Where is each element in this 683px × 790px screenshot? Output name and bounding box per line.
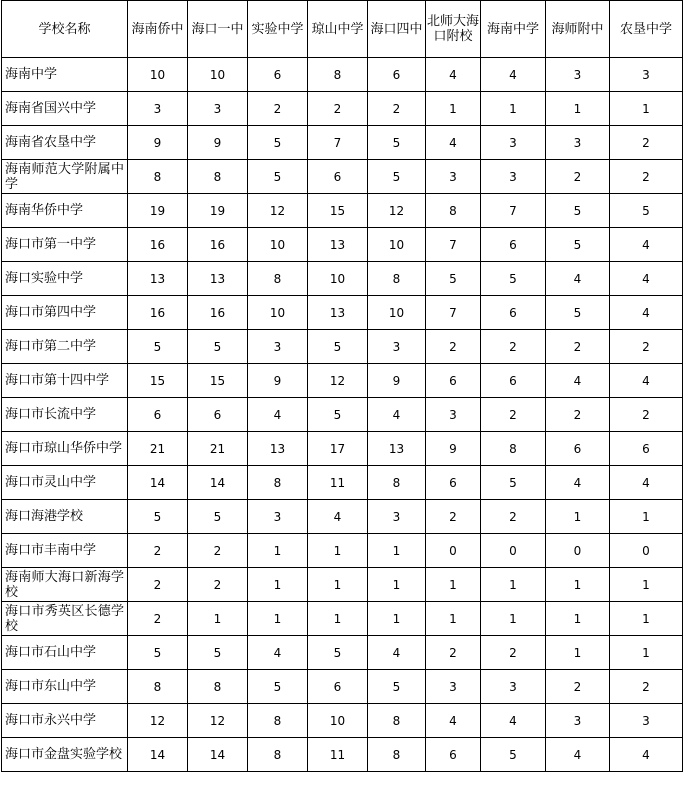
table-row [2, 466, 683, 500]
quota-cell: 17 [308, 432, 368, 466]
quota-cell: 6 [610, 432, 683, 466]
quota-cell: 3 [426, 160, 481, 194]
quota-cell: 11 [308, 738, 368, 772]
quota-cell: 1 [481, 568, 546, 602]
quota-cell: 0 [610, 534, 683, 568]
quota-cell: 1 [546, 568, 610, 602]
quota-cell: 2 [610, 670, 683, 704]
quota-cell: 4 [368, 636, 426, 670]
school-name-cell: 海口市东山中学 [2, 670, 128, 704]
table-row [2, 500, 683, 534]
quota-cell: 4 [368, 398, 426, 432]
table-row [2, 330, 683, 364]
quota-cell: 2 [188, 534, 248, 568]
quota-cell: 10 [308, 704, 368, 738]
column-header: 海师附中 [546, 1, 610, 58]
quota-cell: 0 [481, 534, 546, 568]
quota-cell: 2 [610, 330, 683, 364]
quota-cell: 3 [481, 670, 546, 704]
quota-cell: 8 [481, 432, 546, 466]
quota-cell: 8 [188, 160, 248, 194]
quota-cell: 4 [610, 262, 683, 296]
table-row [2, 296, 683, 330]
quota-cell: 5 [248, 126, 308, 160]
school-name-cell: 海口市金盘实验学校 [2, 738, 128, 772]
quota-cell: 5 [368, 160, 426, 194]
quota-cell: 2 [546, 398, 610, 432]
column-header: 海口四中 [368, 1, 426, 58]
quota-cell: 5 [426, 262, 481, 296]
quota-cell: 4 [481, 704, 546, 738]
table-row [2, 364, 683, 398]
table-row [2, 432, 683, 466]
quota-cell: 2 [610, 126, 683, 160]
quota-cell: 3 [546, 126, 610, 160]
quota-cell: 1 [248, 568, 308, 602]
quota-cell: 3 [426, 398, 481, 432]
quota-cell: 6 [481, 296, 546, 330]
quota-cell: 13 [248, 432, 308, 466]
quota-cell: 2 [188, 568, 248, 602]
quota-cell: 6 [426, 466, 481, 500]
table-row [2, 228, 683, 262]
quota-cell: 1 [546, 602, 610, 636]
school-name-cell: 海口市石山中学 [2, 636, 128, 670]
quota-cell: 1 [610, 500, 683, 534]
quota-cell: 19 [188, 194, 248, 228]
table-row [2, 126, 683, 160]
quota-cell: 3 [610, 704, 683, 738]
quota-cell: 15 [308, 194, 368, 228]
quota-cell: 13 [308, 296, 368, 330]
school-name-cell: 海口市永兴中学 [2, 704, 128, 738]
quota-cell: 21 [128, 432, 188, 466]
quota-cell: 1 [368, 602, 426, 636]
quota-cell: 14 [128, 738, 188, 772]
table-row [2, 670, 683, 704]
quota-cell: 5 [308, 330, 368, 364]
quota-cell: 5 [248, 670, 308, 704]
quota-cell: 10 [248, 228, 308, 262]
quota-cell: 2 [481, 330, 546, 364]
column-header: 北师大海口附校 [426, 1, 481, 58]
quota-cell: 8 [368, 262, 426, 296]
quota-cell: 1 [610, 568, 683, 602]
quota-cell: 15 [188, 364, 248, 398]
quota-cell: 3 [128, 92, 188, 126]
quota-cell: 2 [610, 398, 683, 432]
quota-cell: 6 [308, 160, 368, 194]
quota-cell: 6 [308, 670, 368, 704]
quota-cell: 2 [426, 330, 481, 364]
quota-cell: 3 [248, 500, 308, 534]
quota-cell: 6 [128, 398, 188, 432]
school-name-cell: 海南省国兴中学 [2, 92, 128, 126]
quota-cell: 8 [248, 704, 308, 738]
quota-cell: 0 [426, 534, 481, 568]
quota-cell: 5 [248, 160, 308, 194]
table-row [2, 92, 683, 126]
quota-cell: 5 [188, 500, 248, 534]
quota-cell: 6 [248, 58, 308, 92]
quota-cell: 6 [426, 738, 481, 772]
quota-cell: 4 [426, 704, 481, 738]
quota-cell: 8 [128, 160, 188, 194]
quota-cell: 4 [248, 398, 308, 432]
quota-cell: 3 [481, 160, 546, 194]
column-header: 海口一中 [188, 1, 248, 58]
quota-cell: 4 [546, 262, 610, 296]
quota-cell: 4 [546, 364, 610, 398]
quota-cell: 14 [188, 466, 248, 500]
table-row [2, 194, 683, 228]
quota-cell: 5 [546, 228, 610, 262]
quota-cell: 5 [188, 636, 248, 670]
quota-cell: 13 [368, 432, 426, 466]
quota-cell: 16 [128, 228, 188, 262]
quota-cell: 8 [368, 704, 426, 738]
quota-cell: 9 [368, 364, 426, 398]
quota-cell: 16 [188, 228, 248, 262]
table-row [2, 262, 683, 296]
quota-cell: 4 [610, 738, 683, 772]
quota-cell: 1 [426, 568, 481, 602]
quota-cell: 10 [308, 262, 368, 296]
quota-cell: 2 [128, 534, 188, 568]
quota-cell: 2 [546, 670, 610, 704]
quota-cell: 1 [188, 602, 248, 636]
quota-cell: 5 [481, 738, 546, 772]
quota-cell: 1 [546, 92, 610, 126]
quota-cell: 1 [368, 568, 426, 602]
quota-cell: 2 [546, 160, 610, 194]
quota-cell: 4 [610, 466, 683, 500]
quota-cell: 16 [188, 296, 248, 330]
school-name-cell: 海口市丰南中学 [2, 534, 128, 568]
column-header: 琼山中学 [308, 1, 368, 58]
column-header: 实验中学 [248, 1, 308, 58]
quota-cell: 14 [188, 738, 248, 772]
quota-cell: 8 [188, 670, 248, 704]
quota-cell: 5 [368, 126, 426, 160]
quota-cell: 1 [426, 602, 481, 636]
school-name-cell: 海南师大海口新海学校 [2, 568, 128, 602]
quota-cell: 19 [128, 194, 188, 228]
quota-cell: 7 [426, 228, 481, 262]
quota-cell: 2 [481, 500, 546, 534]
quota-cell: 1 [248, 534, 308, 568]
quota-cell: 7 [308, 126, 368, 160]
quota-cell: 5 [546, 296, 610, 330]
quota-cell: 1 [481, 92, 546, 126]
quota-cell: 6 [481, 228, 546, 262]
quota-cell: 2 [128, 602, 188, 636]
school-name-cell: 海口市第一中学 [2, 228, 128, 262]
table-row [2, 568, 683, 602]
table-body [2, 58, 683, 772]
quota-cell: 2 [426, 636, 481, 670]
school-name-cell: 海口市第二中学 [2, 330, 128, 364]
quota-cell: 8 [248, 262, 308, 296]
school-name-cell: 海南中学 [2, 58, 128, 92]
quota-cell: 10 [368, 296, 426, 330]
quota-cell: 3 [481, 126, 546, 160]
quota-cell: 3 [368, 330, 426, 364]
quota-cell: 8 [128, 670, 188, 704]
quota-cell: 13 [128, 262, 188, 296]
quota-cell: 4 [610, 364, 683, 398]
quota-cell: 2 [128, 568, 188, 602]
quota-cell: 9 [426, 432, 481, 466]
quota-cell: 1 [308, 602, 368, 636]
quota-cell: 6 [188, 398, 248, 432]
quota-cell: 2 [481, 398, 546, 432]
quota-cell: 12 [308, 364, 368, 398]
quota-cell: 3 [368, 500, 426, 534]
header-school-name: 学校名称 [2, 1, 128, 58]
quota-cell: 5 [610, 194, 683, 228]
school-name-cell: 海口市第十四中学 [2, 364, 128, 398]
school-name-cell: 海口海港学校 [2, 500, 128, 534]
quota-cell: 4 [610, 228, 683, 262]
quota-cell: 4 [308, 500, 368, 534]
column-header: 海南侨中 [128, 1, 188, 58]
quota-cell: 3 [546, 58, 610, 92]
quota-cell: 13 [188, 262, 248, 296]
header-row [2, 1, 683, 58]
quota-cell: 5 [481, 262, 546, 296]
school-name-cell: 海口市秀英区长德学校 [2, 602, 128, 636]
quota-cell: 12 [128, 704, 188, 738]
table-row [2, 704, 683, 738]
quota-cell: 10 [128, 58, 188, 92]
quota-cell: 3 [546, 704, 610, 738]
quota-cell: 5 [128, 636, 188, 670]
quota-cell: 8 [368, 466, 426, 500]
quota-cell: 4 [481, 58, 546, 92]
quota-cell: 2 [426, 500, 481, 534]
quota-cell: 5 [188, 330, 248, 364]
quota-cell: 1 [368, 534, 426, 568]
quota-cell: 1 [546, 636, 610, 670]
quota-cell: 4 [546, 466, 610, 500]
quota-cell: 8 [308, 58, 368, 92]
quota-cell: 1 [248, 602, 308, 636]
quota-cell: 14 [128, 466, 188, 500]
quota-cell: 9 [128, 126, 188, 160]
column-header: 农垦中学 [610, 1, 683, 58]
quota-cell: 6 [368, 58, 426, 92]
quota-table [1, 0, 683, 772]
school-name-cell: 海口市灵山中学 [2, 466, 128, 500]
quota-cell: 5 [481, 466, 546, 500]
school-name-cell: 海口市长流中学 [2, 398, 128, 432]
quota-cell: 4 [248, 636, 308, 670]
quota-cell: 5 [546, 194, 610, 228]
quota-cell: 5 [128, 500, 188, 534]
quota-cell: 5 [368, 670, 426, 704]
quota-cell: 3 [248, 330, 308, 364]
quota-cell: 1 [610, 92, 683, 126]
quota-cell: 10 [188, 58, 248, 92]
quota-cell: 1 [426, 92, 481, 126]
quota-cell: 2 [546, 330, 610, 364]
quota-cell: 2 [368, 92, 426, 126]
quota-cell: 6 [546, 432, 610, 466]
quota-cell: 8 [248, 738, 308, 772]
quota-cell: 9 [248, 364, 308, 398]
quota-cell: 7 [481, 194, 546, 228]
quota-cell: 13 [308, 228, 368, 262]
table-row [2, 636, 683, 670]
quota-cell: 4 [426, 58, 481, 92]
table-row [2, 738, 683, 772]
quota-cell: 4 [426, 126, 481, 160]
quota-cell: 2 [481, 636, 546, 670]
school-name-cell: 海口市琼山华侨中学 [2, 432, 128, 466]
quota-cell: 2 [248, 92, 308, 126]
quota-cell: 8 [426, 194, 481, 228]
table-row [2, 160, 683, 194]
quota-cell: 15 [128, 364, 188, 398]
quota-cell: 1 [610, 602, 683, 636]
quota-cell: 0 [546, 534, 610, 568]
quota-cell: 5 [308, 398, 368, 432]
quota-cell: 7 [426, 296, 481, 330]
table-row [2, 534, 683, 568]
quota-cell: 1 [610, 636, 683, 670]
table-row [2, 602, 683, 636]
quota-cell: 8 [368, 738, 426, 772]
quota-cell: 10 [248, 296, 308, 330]
quota-cell: 5 [308, 636, 368, 670]
school-name-cell: 海南华侨中学 [2, 194, 128, 228]
quota-cell: 3 [426, 670, 481, 704]
quota-cell: 12 [248, 194, 308, 228]
quota-cell: 1 [308, 568, 368, 602]
quota-cell: 1 [546, 500, 610, 534]
quota-cell: 2 [308, 92, 368, 126]
table-row [2, 58, 683, 92]
quota-cell: 10 [368, 228, 426, 262]
school-name-cell: 海南省农垦中学 [2, 126, 128, 160]
school-name-cell: 海口实验中学 [2, 262, 128, 296]
quota-cell: 1 [308, 534, 368, 568]
quota-cell: 12 [188, 704, 248, 738]
quota-cell: 11 [308, 466, 368, 500]
quota-cell: 9 [188, 126, 248, 160]
quota-cell: 3 [610, 58, 683, 92]
quota-cell: 6 [481, 364, 546, 398]
quota-cell: 1 [481, 602, 546, 636]
school-name-cell: 海口市第四中学 [2, 296, 128, 330]
quota-cell: 5 [128, 330, 188, 364]
quota-cell: 4 [546, 738, 610, 772]
quota-cell: 8 [248, 466, 308, 500]
quota-cell: 6 [426, 364, 481, 398]
quota-cell: 3 [188, 92, 248, 126]
quota-cell: 2 [610, 160, 683, 194]
column-header: 海南中学 [481, 1, 546, 58]
quota-cell: 12 [368, 194, 426, 228]
table-row [2, 398, 683, 432]
quota-cell: 4 [610, 296, 683, 330]
quota-cell: 21 [188, 432, 248, 466]
school-name-cell: 海南师范大学附属中学 [2, 160, 128, 194]
quota-cell: 16 [128, 296, 188, 330]
